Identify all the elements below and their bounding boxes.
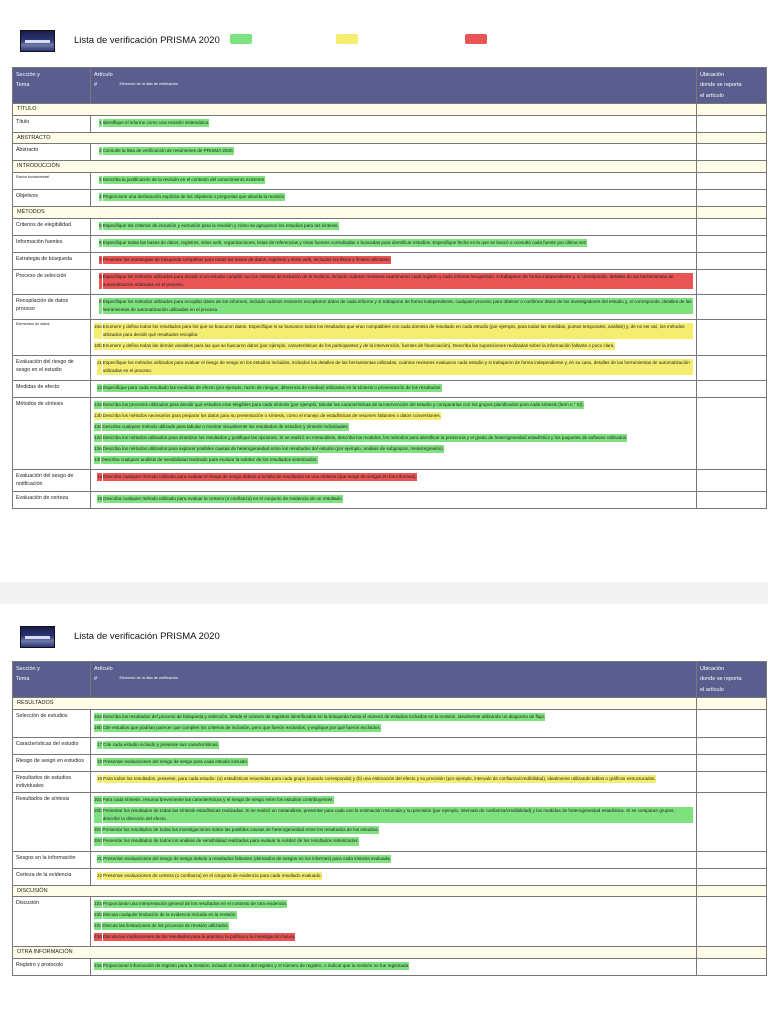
item-text: Enumere y defina todas las demás variables para las que se buscaron datos (por ejemplo, características de los participantes y de la intervención, fuentes de financiación). Describa las suposiciones realizadas sobre la información faltante o poco clara. [103,342,615,350]
page-header [0,0,768,60]
location-cell [697,104,767,116]
item-number: 1 [99,119,102,127]
section-row [13,132,767,144]
item-number: 17 [97,741,102,749]
item-text: Describa los métodos utilizados para sintetizar los resultados y justifique las opciones. Si se realizó un metanálisis, describa los modelos, los métodos para identificar la presencia y el grado de heterogeneidad estadística y los paquetes de software utilizados. [103,434,628,442]
checklist-item [94,826,693,834]
legend-green-swatch [230,34,252,44]
checklist-item [94,423,693,431]
item-number: 20b [94,807,102,823]
location-cell [697,206,767,218]
checklist-item [94,495,693,503]
header-section-topic [13,662,91,698]
item-number: 20a [94,796,102,804]
location-cell [697,161,767,173]
item-number: 20c [94,826,101,834]
item-number-cell [91,771,697,792]
item-text: Presentar evaluaciones del riesgo de sesgo para cada estudio incluido. [103,758,248,766]
item-number-cell [91,269,697,294]
table-row [13,319,767,355]
header-text: Artículo [94,72,113,78]
header-text: donde se reporta [700,82,742,89]
item-number: 13c [94,423,101,431]
item-number: 9 [99,298,102,314]
header-checklist-item: Elemento de la lista de verificación [117,68,697,104]
table-row [13,235,767,252]
topic-cell [13,319,91,355]
checklist-item [94,119,693,127]
checklist-item [94,412,693,420]
item-number: 13d [94,434,102,442]
item-number-cell [91,355,697,380]
item-number-cell [91,144,697,161]
item-text: Presentar evaluaciones del riesgo de sesgo debido a resultados faltantes (derivados de sesgos en los informes) para cada síntesis evaluada. [103,855,391,863]
table-header [13,68,767,104]
checklist-item [94,837,693,845]
location-cell [697,294,767,319]
checklist-item [94,193,693,201]
header-text: el artículo [700,92,724,99]
checklist-item [94,796,693,804]
table-row [13,218,767,235]
table-row [13,851,767,868]
checklist-item [94,758,693,766]
item-text: Describa cualquier método utilizado para evaluar el riesgo de sesgo debido a la falta de resultados en una síntesis (que surge de sesgos en los informes). [103,473,417,481]
item-number: 12 [97,384,102,392]
checklist-item [94,239,693,247]
topic-label: Evaluación del riesgo de sesgo en el estudio [16,358,74,374]
topic-label: Criterios de elegibilidad [16,221,72,228]
item-number-cell [91,172,697,189]
item-text: Especifique los métodos utilizados para recopilar datos de los informes, incluido cuántos revisores recopilaron datos de cada informe y si trabajaron de forma independiente, cualquier proceso para obtener o confirmar datos de los investigadores del estudio y, si corresponde, detalles de las herramientas de automatización utilizadas en el proceso. [103,298,693,314]
legend-red-swatch [465,34,487,44]
section-heading: RESULTADOS [13,698,697,710]
topic-cell [13,172,91,189]
item-number: 13b [94,412,102,420]
section-heading: OTRA INFORMACIÓN [13,947,697,959]
prisma-logo [20,30,55,52]
location-cell [697,380,767,397]
item-number-cell [91,189,697,206]
item-number: 24a [94,962,102,970]
location-cell [697,897,767,947]
checklist-item [94,456,693,464]
topic-label: Título [16,118,30,125]
topic-cell [13,380,91,397]
checklist-item [94,384,693,392]
checklist-item [94,298,693,314]
item-number-cell [91,958,697,975]
section-heading: ABSTRACTO [13,132,697,144]
item-number: 8 [99,273,102,289]
section-heading: INTRODUCCIÓN [13,161,697,173]
topic-label: Evaluación del sesgo de notificación [16,473,74,488]
location-cell [697,470,767,491]
item-number-cell [91,793,697,851]
item-text: Identifique el informe como una revisión sistemática. [103,119,210,127]
page-header [0,604,768,664]
checklist-item [94,147,693,155]
item-number-cell [91,252,697,269]
location-cell [697,793,767,851]
header-text: Tema [16,676,30,683]
section-heading: MÉTODOS [13,206,697,218]
item-number: 22 [97,872,102,880]
topic-cell [13,218,91,235]
item-number-cell [91,397,697,469]
item-number: 4 [99,193,102,201]
topic-label: Características del estudio [16,740,79,747]
topic-cell [13,355,91,380]
item-text: Describa la justificación de la revisión en el contexto del conocimiento existente. [103,176,266,184]
checklist-item [94,741,693,749]
item-text: Cite estudios que podrían parecer que cumplen los criterios de inclusión, pero que fueron excluidos, y explique por qué fueron excluidos. [103,724,381,732]
checklist-item [94,176,693,184]
checklist-item [94,359,693,375]
checklist-item [94,273,693,289]
topic-cell [13,958,91,975]
table-row [13,269,767,294]
item-text: Especifique para cada resultado las medidas de efecto (por ejemplo, razón de riesgos, diferencia de medias) utilizadas en la síntesis o presentación de los resultados. [103,384,442,392]
header-text: Ubicación [700,666,725,672]
page-title: Lista de verificación PRISMA 2020 [74,35,220,46]
topic-cell [13,709,91,737]
header-text: donde se reporta [700,676,742,683]
topic-cell [13,115,91,132]
location-cell [697,709,767,737]
header-checklist-item: Elemento de la lista de verificación [117,662,697,698]
table-row [13,958,767,975]
item-text: Presentar las estrategias de búsqueda completas para todas las bases de datos, registros y sitios web, incluidos los filtros y límites utilizados. [103,256,391,264]
section-row [13,885,767,897]
header-text: # [94,82,98,89]
item-text: Describa cualquier método utilizado para tabular o mostrar visualmente los resultados de estudios y síntesis individuales. [102,423,348,431]
item-text: Enumere y defina todos los resultados para los que se buscaron datos. Especifique si se buscaron todos los resultados que eran compatibles con cada dominio de resultado en cada estudio (por ejemplo, para todas las medidas, puntos temporales, análisis) y, de no ser así, los métodos utilizados para decidir qué resultados recopilar. [103,323,693,339]
table-row [13,115,767,132]
checklist-item [94,713,693,721]
location-cell [697,218,767,235]
header-location [697,662,767,698]
topic-label: Evaluación de certeza [16,494,69,501]
topic-label: Selección de estudios [16,712,68,719]
location-cell [697,144,767,161]
table-row [13,470,767,491]
topic-cell [13,294,91,319]
topic-label: Objetivos [16,192,39,199]
header-text: el artículo [700,686,724,693]
topic-cell [13,851,91,868]
location-cell [697,851,767,868]
item-text: Presentar los resultados de todas las síntesis estadísticas realizadas. Si se realizó un metanálisis, presentar para cada uno la estimación resumida y su precisión (por ejemplo, intervalo de confianza/credibilidad) y las medidas de heterogeneidad estadística. Si se comparan grupos, describir la dirección del efecto. [103,807,693,823]
topic-label: Medidas de efecto [16,383,60,390]
location-cell [697,269,767,294]
item-number-cell [91,897,697,947]
topic-cell [13,189,91,206]
item-text: Para todos los resultados, presente, para cada estudio: (a) estadísticas resumidas para cada grupo (cuando corresponda) y (b) una estimación del efecto y su precisión (por ejemplo, intervalo de confianza/credibilidad), idealmente utilizando tablas o gráficos estructurados. [103,775,656,783]
item-number: 20d [94,837,102,845]
item-number: 23c [94,922,101,930]
item-text: Especifique los criterios de inclusión y exclusión para la revisión y cómo se agruparon los estudios para las síntesis. [103,222,339,230]
item-text: Proporcionar una interpretación general de los resultados en el contexto de otra evidencia. [103,900,287,908]
header-text: Tema [16,82,30,89]
topic-label: Riesgo de sesgo en estudios [16,757,85,764]
item-text: Cite cada estudio incluido y presente sus características. [103,741,219,749]
item-number-cell [91,319,697,355]
item-number: 16a [94,713,102,721]
location-cell [697,868,767,885]
item-number: 5 [99,222,102,230]
checklist-item [94,222,693,230]
topic-cell [13,397,91,469]
checklist-item [94,911,693,919]
legend-yellow-swatch [336,34,358,44]
item-number: 3 [99,176,102,184]
item-text: Especifique los métodos utilizados para evaluar el riesgo de sesgo en los estudios incluidos, incluidos los detalles de las herramientas utilizadas, cuántos revisores evaluaron cada estudio y si trabajaron de forma independiente y, en su caso, detalles de las herramientas de automatización utilizadas en el proceso. [103,359,693,375]
item-number: 15 [97,495,102,503]
item-number: 6 [99,239,102,247]
section-row [13,947,767,959]
item-number-cell [91,115,697,132]
checklist-item [94,872,693,880]
location-cell [697,737,767,754]
item-number: 16b [94,724,102,732]
item-text: Describa cualquier análisis de sensibilidad realizado para evaluar la solidez de los resultados sintetizados. [101,456,317,464]
page-2 [0,604,768,1024]
header-item-number [91,662,117,698]
item-text: Proporcione una declaración explícita de los objetivos o preguntas que aborda la revisión. [103,193,286,201]
location-cell [697,252,767,269]
item-text: Presentar los resultados de todos los análisis de sensibilidad realizados para evaluar la solidez de los resultados sintetizados. [103,837,359,845]
table-row [13,252,767,269]
item-text: Discuta las implicaciones de los resultados para la práctica, la política y la investigación futura. [103,933,296,941]
item-text: Presentar los resultados de todas las investigaciones sobre las posibles causas de heterogeneidad entre los resultados de los estudios. [102,826,378,834]
topic-label: Métodos de síntesis [16,400,64,407]
table-row [13,380,767,397]
location-cell [697,491,767,508]
table-row [13,294,767,319]
section-row [13,206,767,218]
topic-cell [13,868,91,885]
section-row [13,104,767,116]
item-text: Describa los resultados del proceso de búsqueda y selección, desde el número de registros identificados en la búsqueda hasta el número de estudios incluidos en la revisión, idealmente utilizando un diagrama de flujo. [103,713,546,721]
item-number: 21 [97,855,102,863]
header-location [697,68,767,104]
table-row [13,754,767,771]
header-section-topic [13,68,91,104]
section-row [13,698,767,710]
item-number-cell [91,851,697,868]
table-row [13,771,767,792]
topic-label: Abstracto [16,147,39,154]
checklist-item [94,855,693,863]
checklist-table [12,67,767,509]
location-cell [697,319,767,355]
item-number-cell [91,218,697,235]
item-number: 13a [94,401,102,409]
topic-cell [13,491,91,508]
checklist-item [94,434,693,442]
topic-label: Discusión [16,900,39,907]
topic-label: Información fuentes [16,238,63,245]
item-text: Para cada síntesis, resuma brevemente las características y el riesgo de sesgo entre los estudios contribuyentes. [103,796,334,804]
location-cell [697,947,767,959]
item-number-cell [91,737,697,754]
checklist-item [94,900,693,908]
item-number: 23b [94,911,102,919]
item-number: 14 [97,473,102,481]
item-number: 23a [94,900,102,908]
prisma-logo [20,626,55,648]
checklist-item [94,962,693,970]
location-cell [697,172,767,189]
item-text: Describa los métodos necesarios para preparar los datos para su presentación o síntesis, como el manejo de estadísticas de resumen faltantes o datos conversiones. [103,412,441,420]
topic-label: Recopilación de datos proceso [16,297,69,312]
location-cell [697,189,767,206]
item-number-cell [91,868,697,885]
item-number: 23d [94,933,102,941]
location-cell [697,397,767,469]
checklist-item [94,256,693,264]
checklist-item [94,445,693,453]
item-number-cell [91,491,697,508]
item-number-cell [91,709,697,737]
item-number: 13e [94,445,102,453]
location-cell [697,771,767,792]
location-cell [697,885,767,897]
header-text: Ubicación [700,72,725,78]
item-text: Describa cualquier método utilizado para evaluar la certeza (o confianza) en el conjunto de evidencia de un resultado. [103,495,343,503]
topic-label: Elementos de datos [16,321,50,326]
topic-cell [13,793,91,851]
checklist-item [94,401,693,409]
location-cell [697,115,767,132]
table-header [13,662,767,698]
table-row [13,793,767,851]
topic-label: Proceso de selección [16,272,67,279]
table-row [13,144,767,161]
table-row [13,189,767,206]
item-text: Describa los procesos utilizados para decidir qué estudios eran elegibles para cada síntesis (por ejemplo, tabular las características de la intervención del estudio y compararlas con los grupos planificados para cada síntesis (ítem n.° 5)). [103,401,584,409]
topic-label: Resultados de estudios individuales [16,774,72,790]
checklist-item [94,807,693,823]
page-title: Lista de verificación PRISMA 2020 [74,631,220,642]
item-text: Discuta las limitaciones de los procesos de revisión utilizados. [102,922,228,930]
item-number: 7 [99,256,102,264]
topic-label: Certeza de la evidencia [16,871,72,878]
item-number-cell [91,470,697,491]
topic-cell [13,235,91,252]
table-row [13,709,767,737]
topic-label: Estrategia de búsqueda [16,255,72,262]
checklist-item [94,342,693,350]
section-row [13,161,767,173]
topic-cell [13,754,91,771]
item-number: 13f [94,456,100,464]
topic-cell [13,252,91,269]
item-number: 18 [97,758,102,766]
checklist-table [12,661,767,976]
table-row [13,897,767,947]
table-row [13,355,767,380]
table-row [13,737,767,754]
table-row [13,868,767,885]
checklist-item [94,473,693,481]
checklist-item [94,724,693,732]
location-cell [697,355,767,380]
topic-label: Resultados de síntesis [16,796,70,803]
section-heading: DISCUSIÓN [13,885,697,897]
header-text: Sección y [16,666,40,672]
topic-cell [13,144,91,161]
header-item-number [91,68,117,104]
header-text: # [94,676,98,683]
item-number: 19 [97,775,102,783]
item-number: 10b [94,342,102,350]
item-number: 2 [99,147,102,155]
location-cell [697,754,767,771]
item-text: Discuta cualquier limitación de la evidencia incluida en la revisión. [103,911,237,919]
topic-cell [13,470,91,491]
item-number: 11 [97,359,102,375]
item-text: Presentar evaluaciones de certeza (o confianza) en el conjunto de evidencia para cada resultado evaluado. [103,872,322,880]
table-row [13,172,767,189]
checklist-item [94,323,693,339]
item-number-cell [91,380,697,397]
topic-cell [13,771,91,792]
location-cell [697,698,767,710]
topic-cell [13,897,91,947]
item-number: 10a [94,323,102,339]
section-heading: TÍTULO [13,104,697,116]
item-number-cell [91,235,697,252]
header-text: Sección y [16,72,40,78]
item-number-cell [91,294,697,319]
topic-cell [13,269,91,294]
topic-label: Razón fundamental [16,174,49,179]
location-cell [697,235,767,252]
item-text: Especifique los métodos utilizados para decidir si un estudio cumplió con los criterios de inclusión de la revisión, incluido cuántos revisores examinaron cada registro y cada informe recuperado, si trabajaron de forma independiente y, si corresponde, detalles de las herramientas de automatización utilizadas en el proceso. [103,273,693,289]
checklist-item [94,775,693,783]
item-number-cell [91,754,697,771]
page-separator [0,582,768,604]
table-row [13,491,767,508]
item-text: Describa los métodos utilizados para explorar posibles causas de heterogeneidad entre los resultados del estudio (por ejemplo, análisis de subgrupos, metarregresión). [103,445,444,453]
item-text: Proporcionar información de registro para la revisión, incluido el nombre del registro y el número de registro, o indicar que la revisión no fue registrada. [103,962,410,970]
location-cell [697,132,767,144]
topic-label: Sesgos en la información [16,854,76,861]
checklist-item [94,922,693,930]
location-cell [697,958,767,975]
checklist-item [94,933,693,941]
topic-cell [13,737,91,754]
item-text: Consulte la lista de verificación de resúmenes de PRISMA 2020. [103,147,234,155]
header-text: Artículo [94,666,113,672]
table-row [13,397,767,469]
topic-label: Registro y protocolo [16,961,64,968]
item-text: Especifique todas las bases de datos, registros, sitios web, organizaciones, listas de referencias y otras fuentes consultadas o buscadas para identificar estudios. Especifique fecha en la que se buscó o consultó cada fuente por última vez. [103,239,588,247]
